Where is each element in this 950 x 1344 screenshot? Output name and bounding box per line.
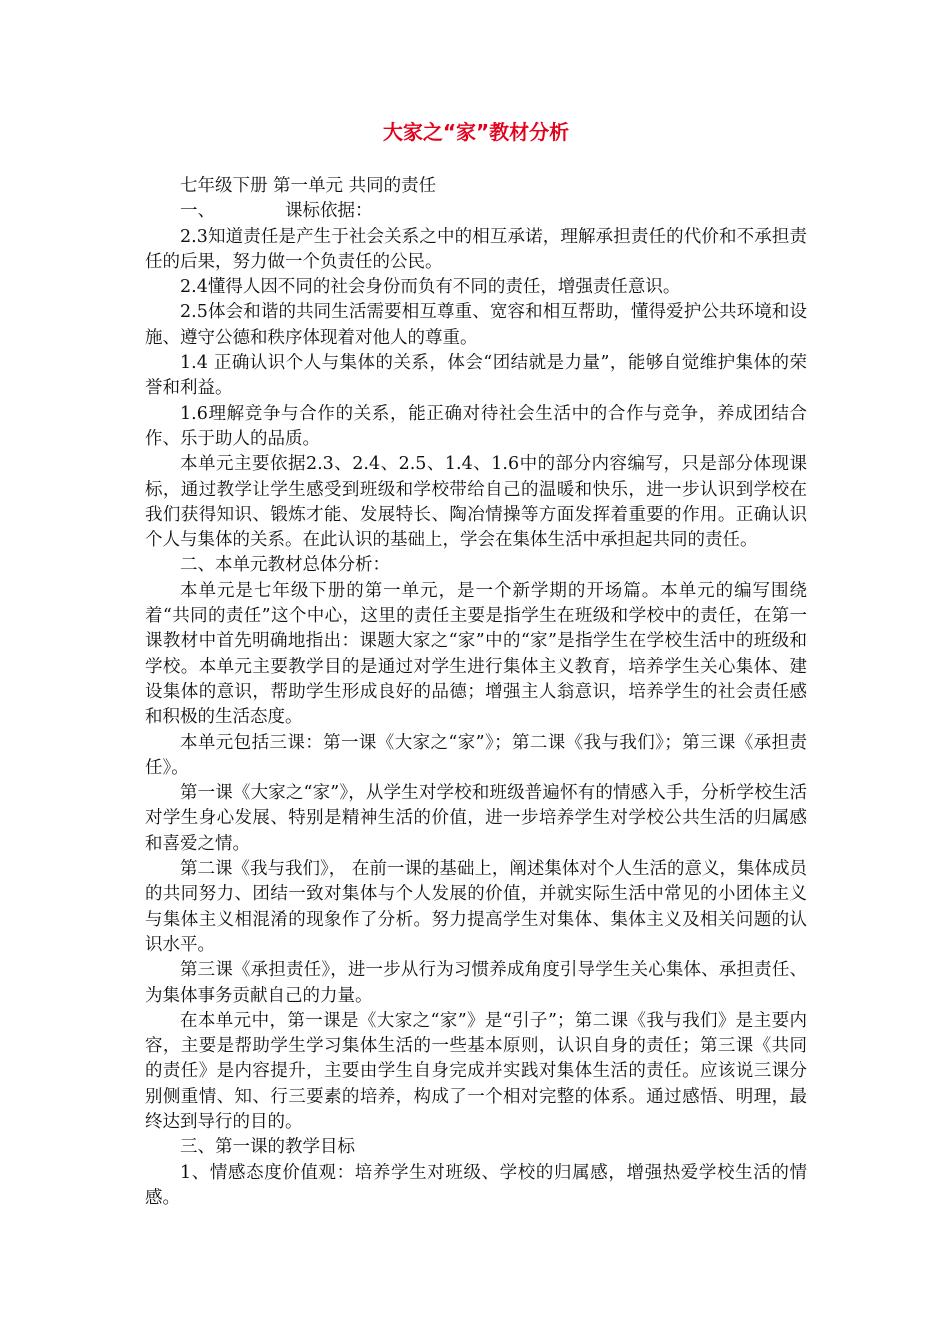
section-heading-1 [145,199,807,224]
document-subtitle: 七年级下册 第一单元 共同的责任 [180,176,437,196]
document-page [145,118,807,1211]
paragraph: 本单元包括三课：第一课《大家之“家”》；第二课《我与我们》；第三课《承担责任》。 [145,732,807,778]
paragraph: 1.4 正确认识个人与集体的关系，体会“团结就是力量”，能够自觉维护集体的荣誉和利益。 [145,353,807,399]
paragraph: 1、情感态度价值观：培养学生对班级、学校的归属感，增强热爱学校生活的情感。 [145,1162,807,1208]
page-title: 大家之“家”教材分析 [382,120,570,144]
heading-number: 一、 [180,201,215,222]
paragraph: 2.3知道责任是产生于社会关系之中的相互承诺，理解承担责任的代价和不承担责任的后果，努力做一个负责任的公民。 [145,226,807,272]
section-heading-2: 二、本单元教材总体分析： [180,555,390,576]
paragraph: 2.5体会和谐的共同生活需要相互尊重、宽容和相互帮助，懂得爱护公共环境和设施、遵守公德和秩序体现着对他人的尊重。 [145,302,807,348]
paragraph: 在本单元中，第一课是《大家之“家”》是“引子”；第二课《我与我们》是主要内容，主要是帮助学生学习集体生活的一些基本原则，认识自身的责任；第三课《共同的责任》是内容提升，主要由学生自身完成并实践对集体生活的责任。应该说三课分别侧重情、知、行三要素的培养，构成了一个相对完整的体系。通过感悟、明理，最终达到导行的目的。 [145,1010,807,1132]
paragraph: 本单元主要依据2.3、2.4、2.5、1.4、1.6中的部分内容编写，只是部分体现课标，通过教学让学生感受到班级和学校带给自己的温暖和快乐，进一步认识到学校在我们获得知识、锻炼才能、发展特长、陶冶情操等方面发挥着重要的作用。正确认识个人与集体的关系。在此认识的基础上，学会在集体生活中承担起共同的责任。 [145,454,807,551]
paragraph: 第二课《我与我们》， 在前一课的基础上，阐述集体对个人生活的意义，集体成员的共同努力、团结一致对集体与个人发展的价值，并就实际生活中常见的小团体主义与集体主义相混淆的现象作了分析。努力提高学生对集体、集体主义及相关问题的认识水平。 [145,859,807,955]
paragraph: 第一课《大家之“家”》，从学生对学校和班级普遍怀有的情感入手，分析学校生活对学生身心发展、特别是精神生活的价值，进一步培养学生对学校公共生活的归属感和喜爱之情。 [145,783,807,854]
paragraph: 第三课《承担责任》，进一步从行为习惯养成角度引导学生关心集体、承担责任、为集体事务贡献自己的力量。 [145,960,807,1006]
paragraph: 本单元是七年级下册的第一单元，是一个新学期的开场篇。本单元的编写围绕着“共同的责任”这个中心，这里的责任主要是指学生在班级和学校中的责任，在第一课教材中首先明确地指出：课题大家之“家”中的“家”是指学生在学校生活中的班级和学校。本单元主要教学目的是通过对学生进行集体主义教育，培养学生关心集体、建设集体的意识，帮助学生形成良好的品德；增强主人翁意识，培养学生的社会责任感和积极的生活态度。 [145,580,807,728]
paragraph: 2.4懂得人因不同的社会身份而负有不同的责任，增强责任意识。 [180,277,681,298]
paragraph: 1.6理解竞争与合作的关系，能正确对待社会生活中的合作与竞争，养成团结合作、乐于助人的品质。 [145,403,807,449]
heading-text: 课标依据： [285,201,373,222]
section-heading-3: 三、第一课的教学目标 [180,1137,355,1158]
